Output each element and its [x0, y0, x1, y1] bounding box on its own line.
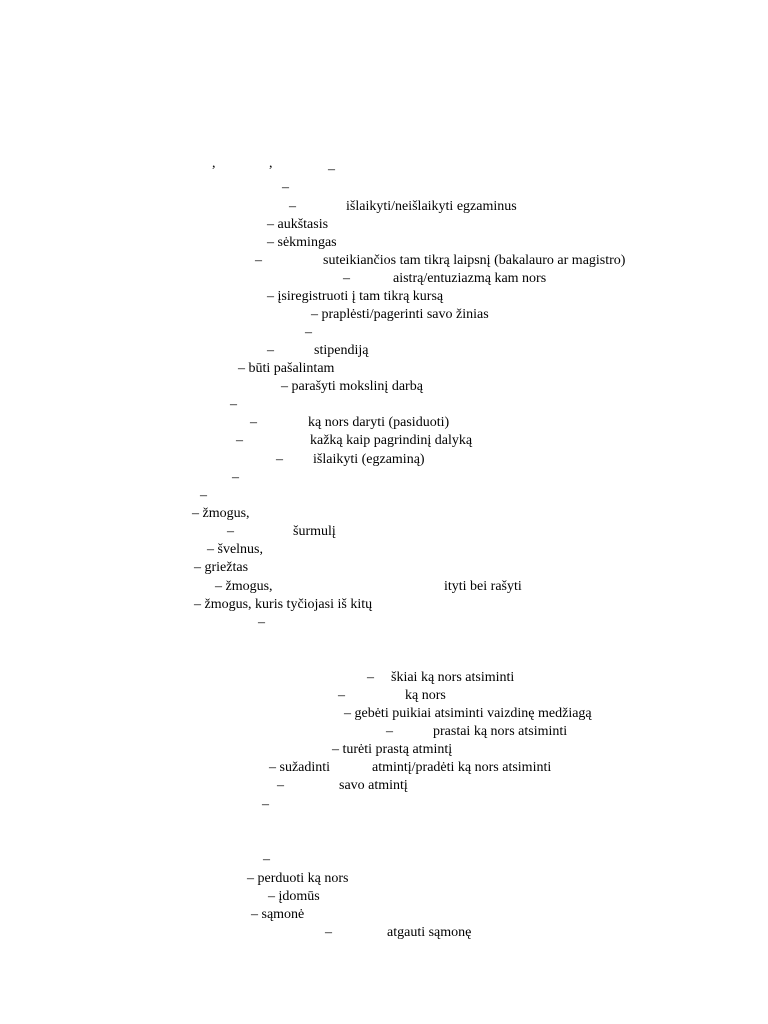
text-line: –: [289, 199, 296, 214]
text-line: – būti pašalintam: [238, 361, 335, 376]
text-line: –: [250, 415, 257, 430]
text-line: –: [276, 452, 283, 467]
text-line: – sąmonė: [251, 907, 305, 922]
text-line: –: [282, 180, 289, 195]
text-line: –: [200, 488, 207, 503]
text-line: – žmogus, kuris tyčiojasi iš kitų: [194, 597, 373, 612]
text-line: suteikiančios tam tikrą laipsnį (bakalauro ar magistro): [323, 253, 626, 268]
text-line: – perduoti ką nors: [247, 871, 349, 886]
text-line: – praplėsti/pagerinti savo žinias: [311, 307, 489, 322]
text-line: – parašyti mokslinį darbą: [281, 379, 423, 394]
text-line: stipendiją: [314, 343, 369, 358]
text-line: aistrą/entuziazmą kam nors: [393, 271, 547, 286]
text-line: –: [325, 925, 332, 940]
text-line: –: [386, 724, 393, 739]
text-line: –: [258, 615, 265, 630]
text-line: škiai ką nors atsiminti: [391, 670, 515, 685]
text-line: – švelnus,: [207, 542, 263, 557]
text-line: –: [236, 433, 243, 448]
text-line: –: [328, 162, 335, 177]
text-line: –: [305, 325, 312, 340]
text-line: – sužadinti: [269, 760, 331, 775]
text-line: ityti bei rašyti: [444, 579, 522, 594]
text-line: – įsiregistruoti į tam tikrą kursą: [267, 289, 444, 304]
text-line: – sėkmingas: [267, 235, 337, 250]
text-line: – įdomūs: [268, 889, 320, 904]
text-line: – žmogus,: [192, 506, 250, 521]
text-line: –: [230, 397, 237, 412]
text-line: –: [367, 670, 374, 685]
text-line: išlaikyti/neišlaikyti egzaminus: [346, 199, 517, 214]
text-line: ką nors daryti (pasiduoti): [308, 415, 450, 430]
text-line: išlaikyti (egzaminą): [313, 452, 425, 467]
text-line: –: [267, 343, 274, 358]
text-line: kažką kaip pagrindinį dalyką: [310, 433, 473, 448]
text-line: – turėti prastą atmintį: [332, 742, 453, 757]
text-line: savo atmintį: [339, 778, 408, 793]
text-line: ką nors: [405, 688, 446, 703]
text-line: –: [232, 470, 239, 485]
text-line: –: [338, 688, 345, 703]
text-line: –: [227, 524, 234, 539]
text-line: – griežtas: [194, 560, 249, 575]
text-line: atmintį/pradėti ką nors atsiminti: [372, 760, 552, 775]
text-line: –: [255, 253, 262, 268]
text-line: – žmogus,: [215, 579, 273, 594]
text-line: šurmulį: [293, 524, 336, 539]
text-line: atgauti sąmonę: [387, 925, 472, 940]
text-line: ,: [269, 156, 273, 171]
text-line: –: [262, 797, 269, 812]
text-line: –: [277, 778, 284, 793]
text-line: – gebėti puikiai atsiminti vaizdinę medžiagą: [344, 706, 592, 721]
text-line: –: [263, 852, 270, 867]
text-line: –: [343, 271, 350, 286]
text-line: ,: [212, 156, 216, 171]
text-line: – aukštasis: [267, 217, 329, 232]
text-line: prastai ką nors atsiminti: [433, 724, 568, 739]
